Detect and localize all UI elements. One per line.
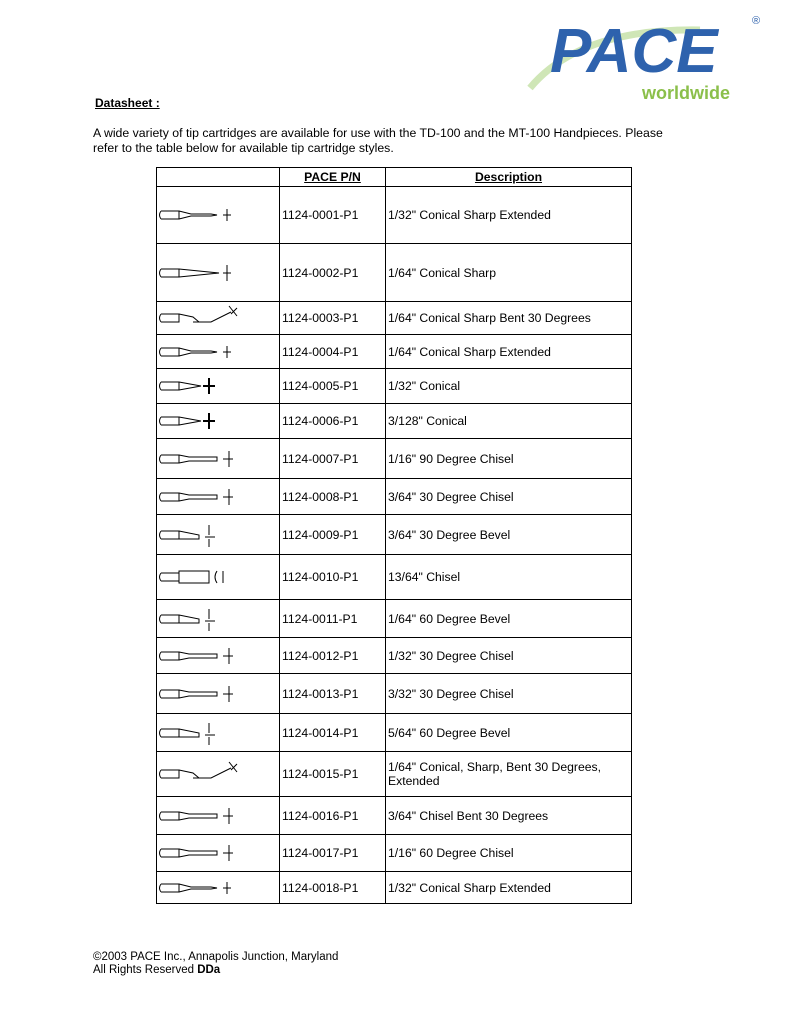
tip-image-cell [157, 187, 280, 244]
part-number-cell: 1124-0010-P1 [280, 555, 386, 600]
conical-sharp-tip-icon [157, 259, 279, 287]
description-cell: 3/32" 30 Degree Chisel [386, 674, 632, 714]
part-number-cell: 1124-0015-P1 [280, 752, 386, 797]
logo-brand: PACE [550, 17, 718, 86]
doc-code: DDa [197, 964, 221, 976]
pace-logo [520, 8, 782, 108]
bent-tip-icon [157, 760, 279, 788]
table-row [157, 479, 632, 515]
description-cell: 1/16" 60 Degree Chisel [386, 835, 632, 872]
part-number-cell: 1124-0014-P1 [280, 714, 386, 752]
part-number-cell: 1124-0016-P1 [280, 797, 386, 835]
rights-line [93, 964, 338, 977]
table-row [157, 369, 632, 404]
header-description: Description [386, 168, 632, 187]
part-number-cell: 1124-0003-P1 [280, 302, 386, 335]
chisel-tip-icon [157, 642, 279, 670]
tip-cartridge-table [156, 167, 632, 904]
conical-tip-icon [157, 407, 279, 435]
description-cell: 1/32" Conical [386, 369, 632, 404]
conical-extended-tip-icon [157, 201, 279, 229]
table-row [157, 404, 632, 439]
tip-image-cell [157, 714, 280, 752]
part-number-cell: 1124-0004-P1 [280, 335, 386, 369]
tip-image-cell [157, 302, 280, 335]
tip-image-cell [157, 555, 280, 600]
description-cell: 3/64" 30 Degree Bevel [386, 515, 632, 555]
rights-text: All Rights Reserved [93, 964, 194, 976]
footer [93, 951, 338, 977]
table-header-row [157, 168, 632, 187]
part-number-cell: 1124-0002-P1 [280, 244, 386, 302]
part-number-cell: 1124-0011-P1 [280, 600, 386, 638]
table-row [157, 835, 632, 872]
description-cell: 1/64" 60 Degree Bevel [386, 600, 632, 638]
chisel-tip-icon [157, 680, 279, 708]
tip-image-cell [157, 872, 280, 904]
table-row [157, 872, 632, 904]
part-number-cell: 1124-0017-P1 [280, 835, 386, 872]
description-cell: 1/64" Conical Sharp Bent 30 Degrees [386, 302, 632, 335]
bevel-tip-icon [157, 521, 279, 549]
bent-tip-icon [157, 304, 279, 332]
table-row [157, 187, 632, 244]
part-number-cell: 1124-0012-P1 [280, 638, 386, 674]
description-cell: 1/64" Conical Sharp [386, 244, 632, 302]
logo-tagline: worldwide [642, 83, 731, 103]
table-row [157, 674, 632, 714]
table-row [157, 302, 632, 335]
description-cell: 1/64" Conical, Sharp, Bent 30 Degrees, Extended [386, 752, 632, 797]
tip-image-cell [157, 404, 280, 439]
table-row [157, 335, 632, 369]
tip-image-cell [157, 515, 280, 555]
tip-image-cell [157, 369, 280, 404]
tip-image-cell [157, 335, 280, 369]
tip-image-cell [157, 638, 280, 674]
description-cell: 1/64" Conical Sharp Extended [386, 335, 632, 369]
chisel-tip-icon [157, 802, 279, 830]
description-cell: 1/16" 90 Degree Chisel [386, 439, 632, 479]
table-row [157, 515, 632, 555]
description-cell: 1/32" Conical Sharp Extended [386, 872, 632, 904]
wide-chisel-tip-icon [157, 563, 279, 591]
table-row [157, 638, 632, 674]
part-number-cell: 1124-0008-P1 [280, 479, 386, 515]
part-number-cell: 1124-0001-P1 [280, 187, 386, 244]
description-cell: 1/32" 30 Degree Chisel [386, 638, 632, 674]
tip-image-cell [157, 244, 280, 302]
description-cell: 1/32" Conical Sharp Extended [386, 187, 632, 244]
part-number-cell: 1124-0013-P1 [280, 674, 386, 714]
table-row [157, 714, 632, 752]
table-row [157, 555, 632, 600]
bevel-tip-icon [157, 605, 279, 633]
chisel-tip-icon [157, 483, 279, 511]
part-number-cell: 1124-0009-P1 [280, 515, 386, 555]
part-number-cell: 1124-0018-P1 [280, 872, 386, 904]
table-row [157, 752, 632, 797]
conical-extended-tip-icon [157, 874, 279, 902]
tip-image-cell [157, 600, 280, 638]
conical-extended-tip-icon [157, 338, 279, 366]
chisel-tip-icon [157, 839, 279, 867]
tip-image-cell [157, 797, 280, 835]
header-part-number: PACE P/N [280, 168, 386, 187]
tip-image-cell [157, 439, 280, 479]
datasheet-heading: Datasheet : [95, 96, 160, 110]
description-cell: 3/64" 30 Degree Chisel [386, 479, 632, 515]
tip-image-cell [157, 479, 280, 515]
description-cell: 3/128" Conical [386, 404, 632, 439]
chisel-tip-icon [157, 445, 279, 473]
part-number-cell: 1124-0005-P1 [280, 369, 386, 404]
table-row [157, 439, 632, 479]
description-cell: 3/64" Chisel Bent 30 Degrees [386, 797, 632, 835]
conical-tip-icon [157, 372, 279, 400]
tip-image-cell [157, 752, 280, 797]
part-number-cell: 1124-0007-P1 [280, 439, 386, 479]
part-number-cell: 1124-0006-P1 [280, 404, 386, 439]
bevel-tip-icon [157, 719, 279, 747]
description-cell: 13/64" Chisel [386, 555, 632, 600]
table-row [157, 244, 632, 302]
tip-image-cell [157, 674, 280, 714]
table-row [157, 797, 632, 835]
registered-mark: ® [752, 15, 761, 27]
description-cell: 5/64" 60 Degree Bevel [386, 714, 632, 752]
header-image [157, 168, 280, 187]
copyright-line: ©2003 PACE Inc., Annapolis Junction, Maryland [93, 951, 339, 963]
tip-image-cell [157, 835, 280, 872]
table-row [157, 600, 632, 638]
intro-paragraph: A wide variety of tip cartridges are available for use with the TD-100 and the MT-100 Handpieces. Please refer to the table below for available tip cartridge styles. [93, 126, 663, 155]
